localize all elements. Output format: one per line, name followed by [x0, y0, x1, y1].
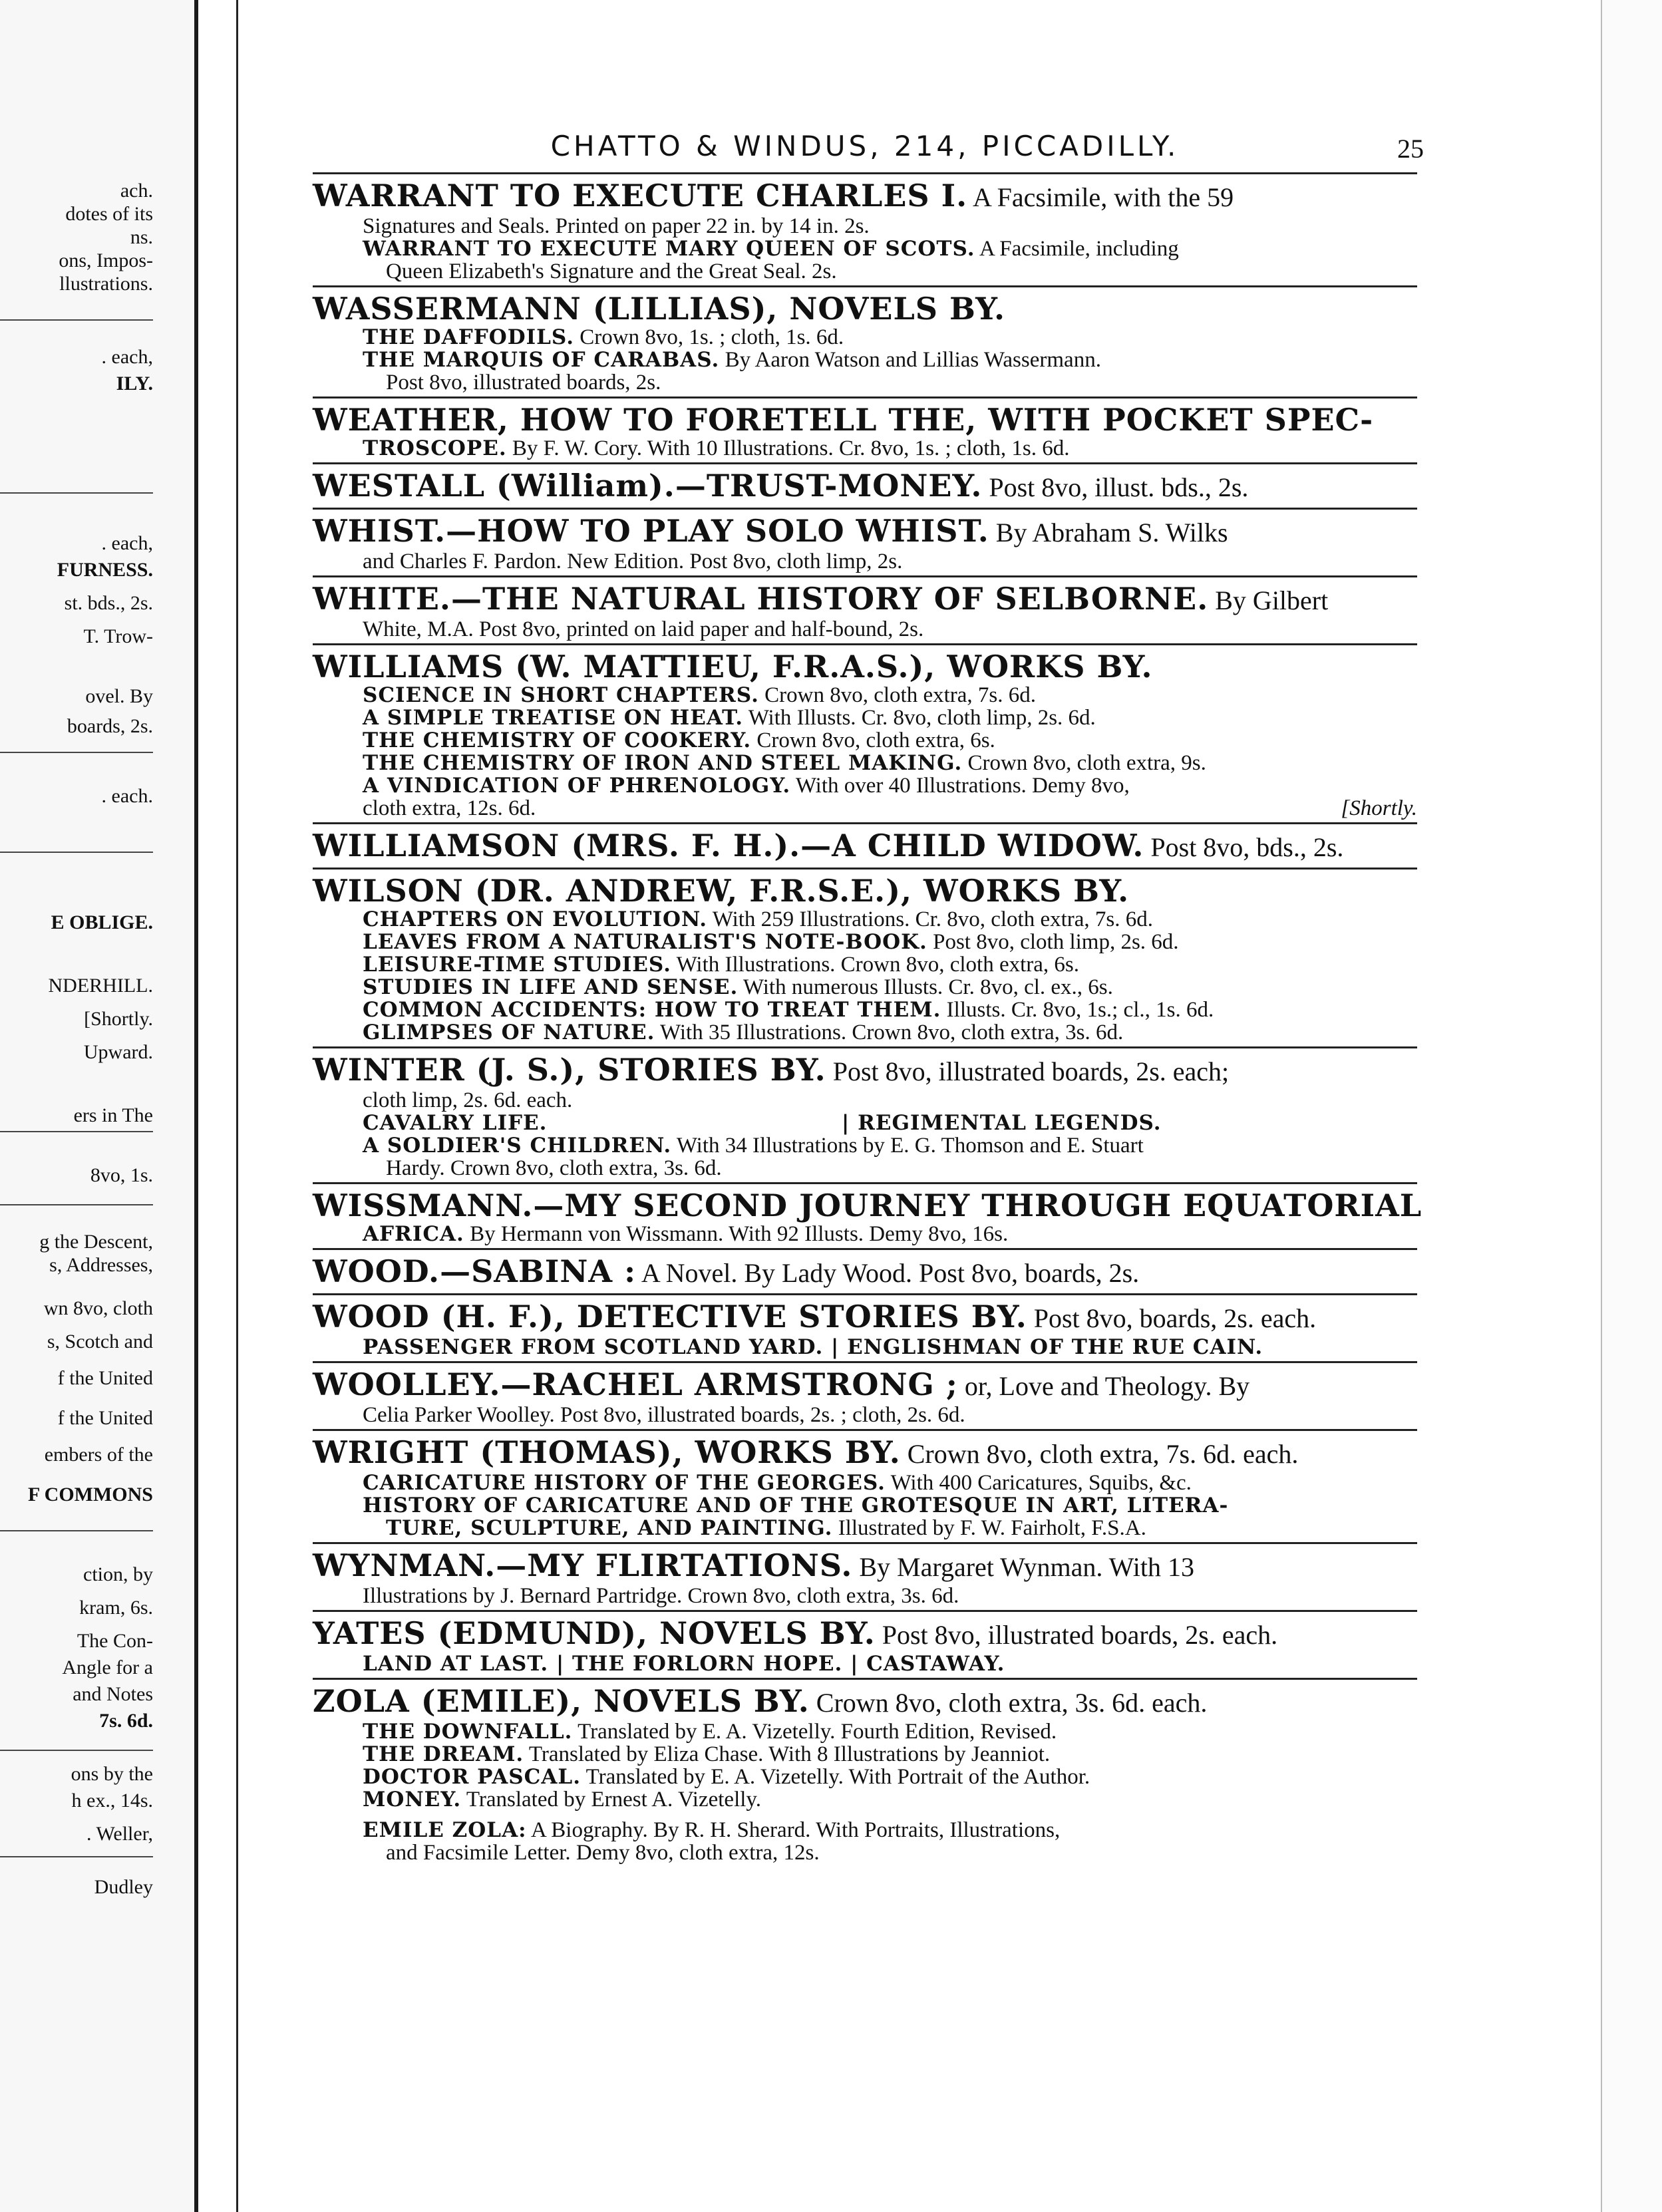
entry-bold-title: CAVALRY LIFE. [363, 1111, 548, 1135]
entry-heading: WHIST.—HOW TO PLAY SOLO WHIST. [313, 513, 989, 549]
entry-whist [313, 514, 1417, 573]
left-page-fragment: T. Trow- [83, 625, 153, 647]
left-page-rule [0, 1530, 153, 1531]
left-page-rule [0, 1750, 153, 1751]
entry-rule [313, 1046, 1417, 1048]
running-header [313, 123, 1424, 170]
entry-winter [313, 1052, 1417, 1180]
entry-rule [313, 1182, 1417, 1184]
entry-item [313, 1494, 1417, 1517]
entry-heading-rest: or, Love and Theology. By [957, 1371, 1250, 1401]
entry-heading-rest: By Gilbert [1208, 585, 1329, 615]
left-page-fragment: ction, by [83, 1563, 153, 1585]
left-page-fragment: and Notes [73, 1683, 153, 1705]
catalogue-page [313, 123, 1424, 1865]
entry-heading: WILSON (DR. ANDREW, F.R.S.E.), WORKS BY. [313, 873, 1130, 909]
entry-line: Illustrations by J. Bernard Partridge. Crown 8vo, cloth extra, 3s. 6d. [363, 1584, 959, 1608]
entry-text: With 259 Illustrations. Cr. 8vo, cloth extra, 7s. 6d. [707, 907, 1154, 931]
left-page-rule [0, 752, 153, 753]
entry-bold-title: | REGIMENTAL LEGENDS. [842, 1111, 1162, 1135]
entry-bold-title: A SIMPLE TREATISE ON HEAT. [363, 706, 744, 730]
entry-item [313, 1743, 1417, 1766]
left-page-fragment: kram, 6s. [79, 1597, 153, 1619]
entry-bold-title: THE DREAM. [363, 1742, 524, 1766]
entry-heading: WISSMANN.—MY SECOND JOURNEY THROUGH EQUATORIAL [313, 1187, 1422, 1223]
entry-line: cloth limp, 2s. 6d. each. [363, 1088, 573, 1112]
left-page-fragment: [Shortly. [84, 1008, 153, 1030]
entry-rule [313, 1610, 1417, 1612]
left-page-rule [0, 492, 153, 494]
entry-text: A Facsimile, including [975, 237, 1179, 261]
entry-heading-rest: Crown 8vo, cloth extra, 3s. 6d. each. [809, 1688, 1208, 1718]
book-gutter [198, 0, 240, 2212]
left-page-fragment: boards, 2s. [67, 715, 153, 737]
entry-heading-rest: Post 8vo, illustrated boards, 2s. each; [826, 1056, 1230, 1086]
entry-line: Hardy. Crown 8vo, cloth extra, 3s. 6d. [386, 1156, 722, 1180]
entry-heading: ZOLA (EMILE), NOVELS BY. [313, 1683, 810, 1719]
entry-heading-rest: Post 8vo, bds., 2s. [1144, 832, 1344, 862]
left-page-fragment: f the United [57, 1407, 153, 1429]
entry-heading: WYNMAN.—MY FLIRTATIONS. [313, 1547, 853, 1583]
page-number: 25 [1397, 134, 1424, 164]
entry-text: Crown 8vo, cloth extra, 6s. [751, 728, 995, 752]
entry-heading-rest: By Margaret Wynman. With 13 [852, 1552, 1195, 1582]
entry-item [313, 1766, 1417, 1788]
entry-item [313, 976, 1417, 999]
left-page-fragment: g the Descent, [39, 1231, 153, 1253]
entry-text: Translated by Ernest A. Vizetelly. [461, 1788, 762, 1812]
entry-text: Translated by E. A. Vizetelly. With Portrait of the Author. [581, 1765, 1090, 1789]
left-page-fragment: 7s. 6d. [99, 1710, 153, 1732]
entry-bold-title: LAND AT LAST. | THE FORLORN HOPE. | CASTAWAY. [363, 1652, 1005, 1676]
entry-text: Translated by Eliza Chase. With 8 Illustrations by Jeanniot. [524, 1742, 1051, 1766]
left-page-fragment: . each, [101, 532, 153, 554]
entry-text: Illustrated by F. W. Fairholt, F.S.A. [832, 1516, 1146, 1540]
entry-line: Queen Elizabeth's Signature and the Great Seal. 2s. [386, 259, 837, 283]
left-page-fragment: dotes of its [65, 203, 153, 225]
entry-bold-title: THE DAFFODILS. [363, 325, 574, 349]
entry-bold-title: HISTORY OF CARICATURE AND OF THE GROTESQUE IN ART, LITERA- [363, 1494, 1229, 1517]
entry-heading: WARRANT TO EXECUTE CHARLES I. [313, 178, 968, 214]
entry-text: With 400 Caricatures, Squibs, &c. [885, 1471, 1192, 1495]
entry-yates [313, 1616, 1417, 1675]
entry-text: By Aaron Watson and Lillias Wassermann. [719, 348, 1101, 372]
entry-bold-title: SCIENCE IN SHORT CHAPTERS. [363, 683, 759, 707]
entry-wilson [313, 873, 1417, 1044]
entry-bold-title: AFRICA. [363, 1222, 464, 1246]
entry-heading: WILLIAMS (W. MATTIEU, F.R.A.S.), WORKS BY. [313, 649, 1153, 685]
entry-white [313, 581, 1417, 641]
entry-item [313, 1021, 1417, 1044]
left-page-fragment: st. bds., 2s. [64, 592, 153, 614]
entry-wynman [313, 1548, 1417, 1607]
entry-rule [313, 462, 1417, 464]
entry-weather [313, 402, 1417, 460]
entry-rule [313, 285, 1417, 287]
entry-zola [313, 1684, 1417, 1864]
entry-woolley [313, 1367, 1417, 1426]
entry-text: Post 8vo, cloth limp, 2s. 6d. [927, 930, 1179, 954]
entry-heading: WRIGHT (THOMAS), WORKS BY. [313, 1434, 901, 1470]
left-page-fragment: ons by the [71, 1763, 153, 1785]
left-page-fragment: . Weller, [86, 1823, 153, 1845]
entry-heading: WOOD (H. F.), DETECTIVE STORIES BY. [313, 1299, 1027, 1335]
left-page-rule [0, 1131, 153, 1132]
entry-heading: WOOD.—SABINA : [313, 1253, 637, 1289]
left-page-fragment: . each, [101, 346, 153, 368]
left-page-fragment: Dudley [94, 1876, 153, 1898]
entry-bold-title: EMILE ZOLA: [363, 1818, 527, 1842]
entry-rule [313, 1678, 1417, 1680]
entry-item [313, 729, 1417, 752]
entry-wood-hf [313, 1299, 1417, 1358]
entry-heading-rest: Post 8vo, illust. bds., 2s. [982, 472, 1249, 502]
entry-text: With Illustrations. Crown 8vo, cloth extra, 6s. [671, 953, 1080, 977]
left-page-fragment: ers in The [73, 1104, 153, 1126]
left-page-fragment: The Con- [77, 1630, 153, 1652]
entry-bold-title: DOCTOR PASCAL. [363, 1765, 581, 1789]
left-page-rule [0, 1856, 153, 1857]
entry-heading-rest: A Facsimile, with the 59 [967, 182, 1234, 212]
shortly-note: [Shortly. [1341, 796, 1417, 820]
entry-heading: WESTALL (William).—TRUST-MONEY. [313, 468, 983, 504]
left-page-fragment: embers of the [44, 1444, 153, 1466]
entry-rule [313, 643, 1417, 645]
left-page-fragment: s, Addresses, [49, 1254, 153, 1276]
entry-bold-title: A VINDICATION OF PHRENOLOGY. [363, 774, 791, 798]
left-page-fragment: Upward. [83, 1041, 153, 1063]
left-page-fragment: ach. [120, 180, 153, 202]
left-page-rule [0, 852, 153, 853]
entry-heading: WEATHER, HOW TO FORETELL THE, WITH POCKET SPEC- [313, 402, 1374, 438]
entry-heading-rest: Post 8vo, illustrated boards, 2s. each. [875, 1620, 1278, 1650]
entry-heading: WHITE.—THE NATURAL HISTORY OF SELBORNE. [313, 581, 1209, 617]
left-page-fragment: NDERHILL. [48, 975, 153, 997]
entry-rule [313, 1293, 1417, 1295]
entry-bold-title: WARRANT TO EXECUTE MARY QUEEN OF SCOTS. [363, 237, 975, 261]
entry-line: Post 8vo, illustrated boards, 2s. [386, 371, 661, 395]
left-page-fragment: FURNESS. [57, 559, 153, 581]
entry-line: White, M.A. Post 8vo, printed on laid paper and half-bound, 2s. [363, 617, 924, 641]
entry-line: Celia Parker Woolley. Post 8vo, illustrated boards, 2s. ; cloth, 2s. 6d. [363, 1403, 965, 1427]
entry-item [313, 1472, 1417, 1494]
left-page-fragment: 8vo, 1s. [90, 1164, 153, 1186]
entry-text: By Hermann von Wissmann. With 92 Illusts. Demy 8vo, 16s. [464, 1222, 1009, 1246]
entry-bold-title: TURE, SCULPTURE, AND PAINTING. [386, 1516, 833, 1540]
entry-text: Crown 8vo, cloth extra, 7s. 6d. [758, 683, 1036, 707]
entry-line: and Charles F. Pardon. New Edition. Post 8vo, cloth limp, 2s. [363, 550, 903, 573]
entry-heading: WOOLLEY.—RACHEL ARMSTRONG ; [313, 1366, 958, 1402]
entry-bold-title: LEAVES FROM A NATURALIST'S NOTE-BOOK. [363, 930, 927, 954]
header-title: CHATTO & WINDUS, 214, PICCADILLY. [550, 130, 1180, 162]
entry-bold-title: TROSCOPE. [363, 436, 507, 460]
entry-rule [313, 396, 1417, 398]
entry-bold-title: MONEY. [363, 1788, 462, 1812]
left-page-fragment: h ex., 14s. [71, 1790, 153, 1812]
entry-bold-title: COMMON ACCIDENTS: HOW TO TREAT THEM. [363, 998, 941, 1022]
entry-text: With 35 Illustrations. Crown 8vo, cloth extra, 3s. 6d. [655, 1021, 1124, 1044]
entry-westall [313, 468, 1417, 505]
entry-rule [313, 822, 1417, 824]
entry-heading: WILLIAMSON (MRS. F. H.).—A CHILD WIDOW. [313, 828, 1144, 864]
entry-item [313, 931, 1417, 953]
left-page-fragment: wn 8vo, cloth [43, 1297, 153, 1319]
page-edge-line [236, 0, 238, 2212]
left-page-fragment: E OBLIGE. [51, 911, 153, 933]
entry-heading-rest: A Novel. By Lady Wood. Post 8vo, boards, 2s. [636, 1258, 1140, 1288]
entry-wright [313, 1435, 1417, 1539]
entry-heading: YATES (EDMUND), NOVELS BY. [313, 1615, 876, 1651]
entry-bold-title: THE DOWNFALL. [363, 1720, 573, 1744]
entry-text: With numerous Illusts. Cr. 8vo, cl. ex., 6s. [738, 975, 1113, 999]
entry-bold-title: STUDIES IN LIFE AND SENSE. [363, 975, 739, 999]
entry-warrant [313, 178, 1417, 283]
left-page-fragment: s, Scotch and [47, 1331, 153, 1352]
left-page-fragment: ILY. [116, 373, 153, 395]
entry-bold-title: LEISURE-TIME STUDIES. [363, 953, 671, 977]
entry-item [313, 908, 1417, 931]
entry-item [313, 774, 1417, 797]
left-page-fragment: F COMMONS [27, 1484, 153, 1505]
entry-bold-title: CARICATURE HISTORY OF THE GEORGES. [363, 1471, 886, 1495]
entry-heading-rest: Post 8vo, boards, 2s. each. [1027, 1303, 1317, 1333]
entry-wissmann [313, 1187, 1422, 1246]
entry-line: cloth extra, 12s. 6d. [363, 796, 536, 820]
entry-text: With 34 Illustrations by E. G. Thomson and E. Stuart [671, 1134, 1144, 1158]
previous-page-strip [0, 0, 198, 2212]
entry-text: Crown 8vo, 1s. ; cloth, 1s. 6d. [574, 325, 844, 349]
entry-rule [313, 508, 1417, 510]
left-page-fragment: llustrations. [59, 273, 153, 295]
entry-rule [313, 575, 1417, 577]
entry-text: With over 40 Illustrations. Demy 8vo, [790, 774, 1130, 798]
entry-heading: WINTER (J. S.), STORIES BY. [313, 1052, 826, 1088]
entry-heading-rest: By Abraham S. Wilks [989, 518, 1228, 548]
entry-rule [313, 1361, 1417, 1363]
entry-williams [313, 649, 1417, 820]
entry-item [313, 707, 1417, 729]
left-page-fragment: f the United [57, 1367, 153, 1389]
entry-williamson [313, 828, 1417, 865]
entry-line: and Facsimile Letter. Demy 8vo, cloth extra, 12s. [386, 1841, 820, 1865]
left-page-fragment: ons, Impos- [59, 249, 153, 271]
entry-bold-title: THE CHEMISTRY OF COOKERY. [363, 728, 752, 752]
entry-bold-title: GLIMPSES OF NATURE. [363, 1021, 655, 1044]
entry-bold-title: A SOLDIER'S CHILDREN. [363, 1134, 672, 1158]
entry-text: Illusts. Cr. 8vo, 1s.; cl., 1s. 6d. [941, 998, 1214, 1022]
left-page-fragment: Angle for a [62, 1657, 153, 1678]
entry-item [313, 752, 1417, 774]
entry-wood-sabina [313, 1254, 1417, 1291]
entry-bold-title: THE CHEMISTRY OF IRON AND STEEL MAKING. [363, 751, 963, 775]
entry-line: Signatures and Seals. Printed on paper 22 in. by 14 in. 2s. [363, 214, 870, 238]
left-page-rule [0, 319, 153, 321]
entry-text: With Illusts. Cr. 8vo, cloth limp, 2s. 6d. [743, 706, 1096, 730]
entry-item [313, 684, 1417, 707]
entry-bold-title: PASSENGER FROM SCOTLAND YARD. | ENGLISHMAN OF THE RUE CAIN. [363, 1335, 1263, 1359]
entry-wassermann [313, 291, 1417, 394]
entry-text: Crown 8vo, cloth extra, 9s. [962, 751, 1206, 775]
entry-heading: WASSERMANN (LILLIAS), NOVELS BY. [313, 291, 1006, 327]
next-page-edge [1601, 0, 1662, 2212]
entry-text: A Biography. By R. H. Sherard. With Portraits, Illustrations, [526, 1818, 1061, 1842]
entry-rule [313, 1248, 1417, 1250]
left-page-fragment: ns. [130, 226, 153, 248]
left-page-fragment: ovel. By [85, 685, 153, 707]
entry-item [313, 999, 1417, 1021]
left-page-rule [0, 1204, 153, 1205]
entry-text: Translated by E. A. Vizetelly. Fourth Edition, Revised. [572, 1720, 1057, 1744]
entry-text: By F. W. Cory. With 10 Illustrations. Cr. 8vo, 1s. ; cloth, 1s. 6d. [506, 436, 1070, 460]
entry-rule [313, 1542, 1417, 1544]
entry-heading-rest: Crown 8vo, cloth extra, 7s. 6d. each. [900, 1439, 1299, 1469]
entry-item [313, 953, 1417, 976]
entry-bold-title: THE MARQUIS OF CARABAS. [363, 348, 720, 372]
entry-item [313, 1788, 1417, 1811]
header-rule [313, 172, 1417, 174]
entry-bold-title: CHAPTERS ON EVOLUTION. [363, 907, 708, 931]
entry-item [313, 1720, 1417, 1743]
left-page-fragment: . each. [101, 785, 153, 807]
entry-rule [313, 868, 1417, 869]
entry-rule [313, 1429, 1417, 1431]
